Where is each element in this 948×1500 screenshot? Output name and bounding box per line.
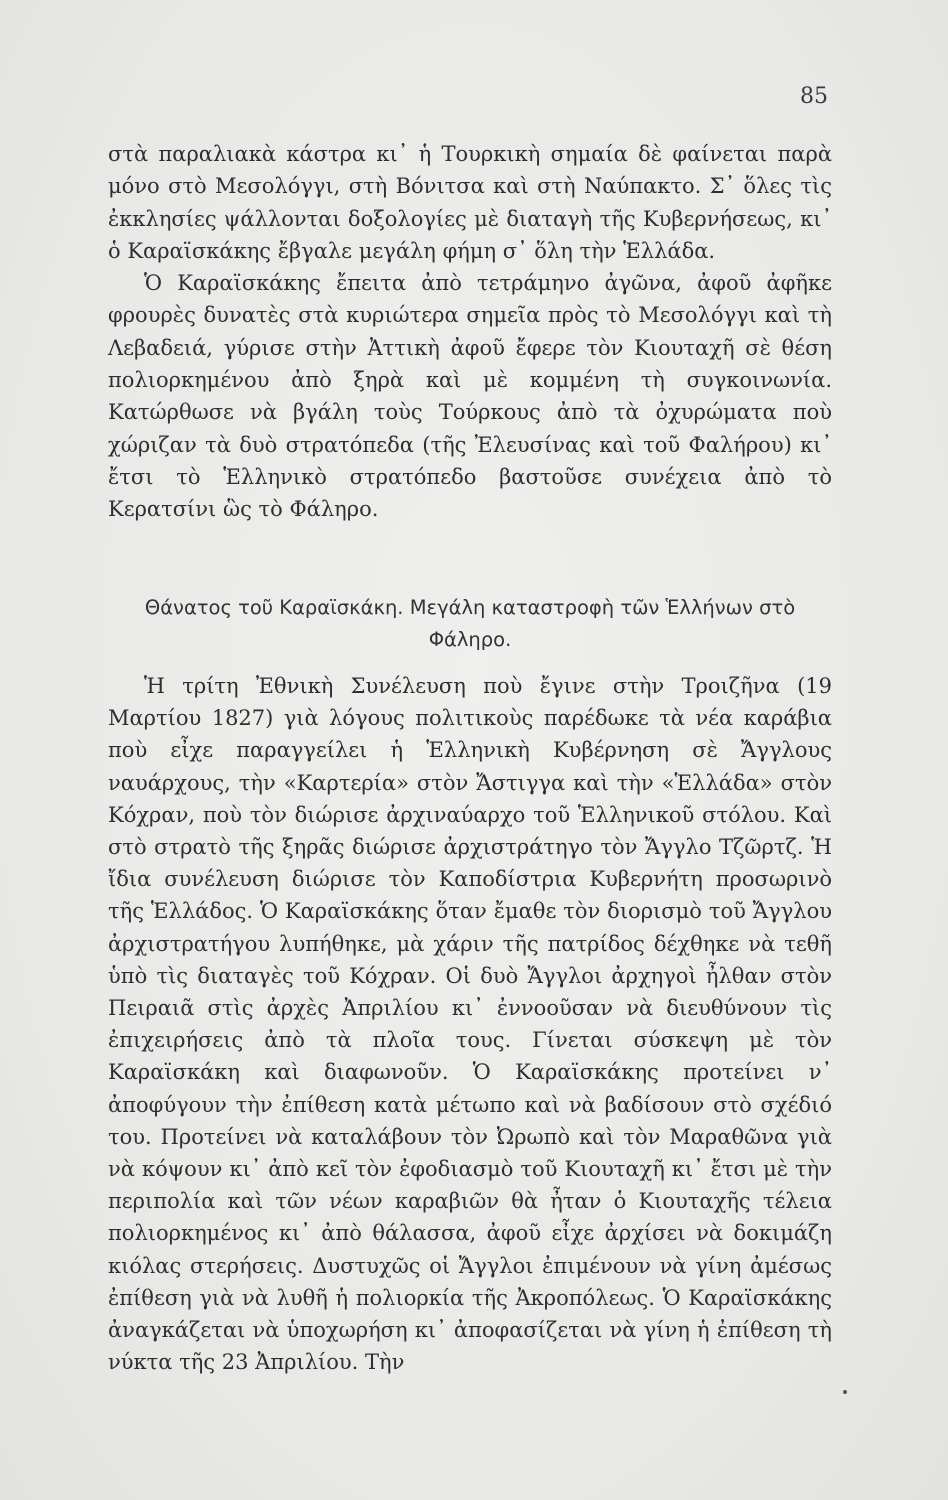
text-block-bottom [108, 670, 832, 1378]
text-block-top [108, 138, 832, 526]
page-number: 85 [800, 84, 828, 109]
paragraph-third-assembly: Ἡ τρίτη Ἐθνικὴ Συνέλευση ποὺ ἔγινε στὴν Τροιζῆνα (19 Μαρτίου 1827) γιὰ λόγους πολιτικοὺς παρέδωκε τὰ νέα καράβια ποὺ εἶχε παραγγείλει ἡ Ἑλληνικὴ Κυβέρνηση σὲ Ἄγγλους ναυάρχους, τὴν «Καρτερία» στὸν Ἄστιγγα καὶ τὴν «Ἑλλάδα» στὸν Κόχραν, ποὺ τὸν διώρισε ἀρχιναύαρχο τοῦ Ἑλληνικοῦ στόλου. Καὶ στὸ στρατὸ τῆς ξηρᾶς διώρισε ἀρχιστράτηγο τὸν Ἄγγλο Τζῶρτζ. Ἡ ἴδια συνέλευση διώρισε τὸν Καποδίστρια Κυβερνήτη προσωρινὸ τῆς Ἑλλάδος. Ὁ Καραϊσκάκης ὅταν ἔμαθε τὸν διορισμὸ τοῦ Ἄγγλου ἀρχιστρατήγου λυπήθηκε, μὰ χάριν τῆς πατρίδος δέχθηκε νὰ τεθῆ ὑπὸ τὶς διαταγὲς τοῦ Κόχραν. Οἱ δυὸ Ἄγγλοι ἀρχηγοὶ ἦλθαν στὸν Πειραιᾶ στὶς ἀρχὲς Ἀπριλίου κι᾿ ἐννοοῦσαν νὰ διευθύνουν τὶς ἐπιχειρήσεις ἀπὸ τὰ πλοῖα τους. Γίνεται σύσκεψη μὲ τὸν Καραϊσκάκη καὶ διαφωνοῦν. Ὁ Καραϊσκάκης προτείνει ν᾿ ἀποφύγουν τὴν ἐπίθεση κατὰ μέτωπο καὶ νὰ βαδίσουν στὸ σχέδιό του. Προτείνει νὰ καταλάβουν τὸν Ὠρωπὸ καὶ τὸν Μαραθῶνα γιὰ νὰ κόψουν κι᾿ ἀπὸ κεῖ τὸν ἐφοδιασμὸ τοῦ Κιουταχῆ κι᾿ ἔτσι μὲ τὴν περιπολία καὶ τῶν νέων καραβιῶν θὰ ἦταν ὁ Κιουταχῆς τέλεια πολιορκημένος κι᾿ ἀπὸ θάλασσα, ἀφοῦ εἶχε ἀρχίσει νὰ δοκιμάζη κιόλας στερήσεις. Δυστυχῶς οἱ Ἄγγλοι ἐπιμένουν νὰ γίνη ἀμέσως ἐπίθεση γιὰ νὰ λυθῆ ἡ πολιορκία τῆς Ἀκροπόλεως. Ὁ Καραϊσκάκης ἀναγκάζεται νὰ ὑποχωρήση κι᾿ ἀποφασίζεται νὰ γίνη ἡ ἐπίθεση τὴ νύκτα τῆς 23 Ἀπριλίου. Τὴν [108, 674, 832, 1375]
paragraph-karaiskakis-return: Ὁ Καραϊσκάκης ἔπειτα ἀπὸ τετράμηνο ἀγῶνα, ἀφοῦ ἀφῆκε φρουρὲς δυνατὲς στὰ κυριώτερα σημεῖα πρὸς τὸ Μεσολόγγι καὶ τὴ Λεβαδειά, γύρισε στὴν Ἀττικὴ ἀφοῦ ἔφερε τὸν Κιουταχῆ σὲ θέση πολιορκημένου ἀπὸ ξηρὰ καὶ μὲ κομμένη τὴ συγκοινωνία. Κατώρθωσε νὰ βγάλη τοὺς Τούρκους ἀπὸ τὰ ὀχυρώματα ποὺ χώριζαν τὰ δυὸ στρατόπεδα (τῆς Ἐλευσίνας καὶ τοῦ Φαλήρου) κι᾿ ἔτσι τὸ Ἑλληνικὸ στρατόπεδο βαστοῦσε συνέχεια ἀπὸ τὸ Κερατσίνι ὣς τὸ Φάληρο. [108, 271, 832, 522]
paragraph-continuation: στὰ παραλιακὰ κάστρα κι᾿ ἡ Τουρκικὴ σημαία δὲ φαίνεται παρὰ μόνο στὸ Μεσολόγγι, στὴ Βόνιτσα καὶ στὴ Ναύπακτο. Σ᾿ ὅλες τὶς ἐκκλησίες ψάλλονται δοξολογίες μὲ διαταγὴ τῆς Κυβερνήσεως, κι᾿ ὁ Καραϊσκάκης ἔβγαλε μεγάλη φήμη σ᾿ ὅλη τὴν Ἑλλάδα. [108, 142, 832, 263]
section-heading: Θάνατος τοῦ Καραϊσκάκη. Μεγάλη καταστροφὴ τῶν Ἑλλήνων στὸ Φάληρο. [144, 596, 796, 651]
margin-speck [843, 1390, 847, 1394]
